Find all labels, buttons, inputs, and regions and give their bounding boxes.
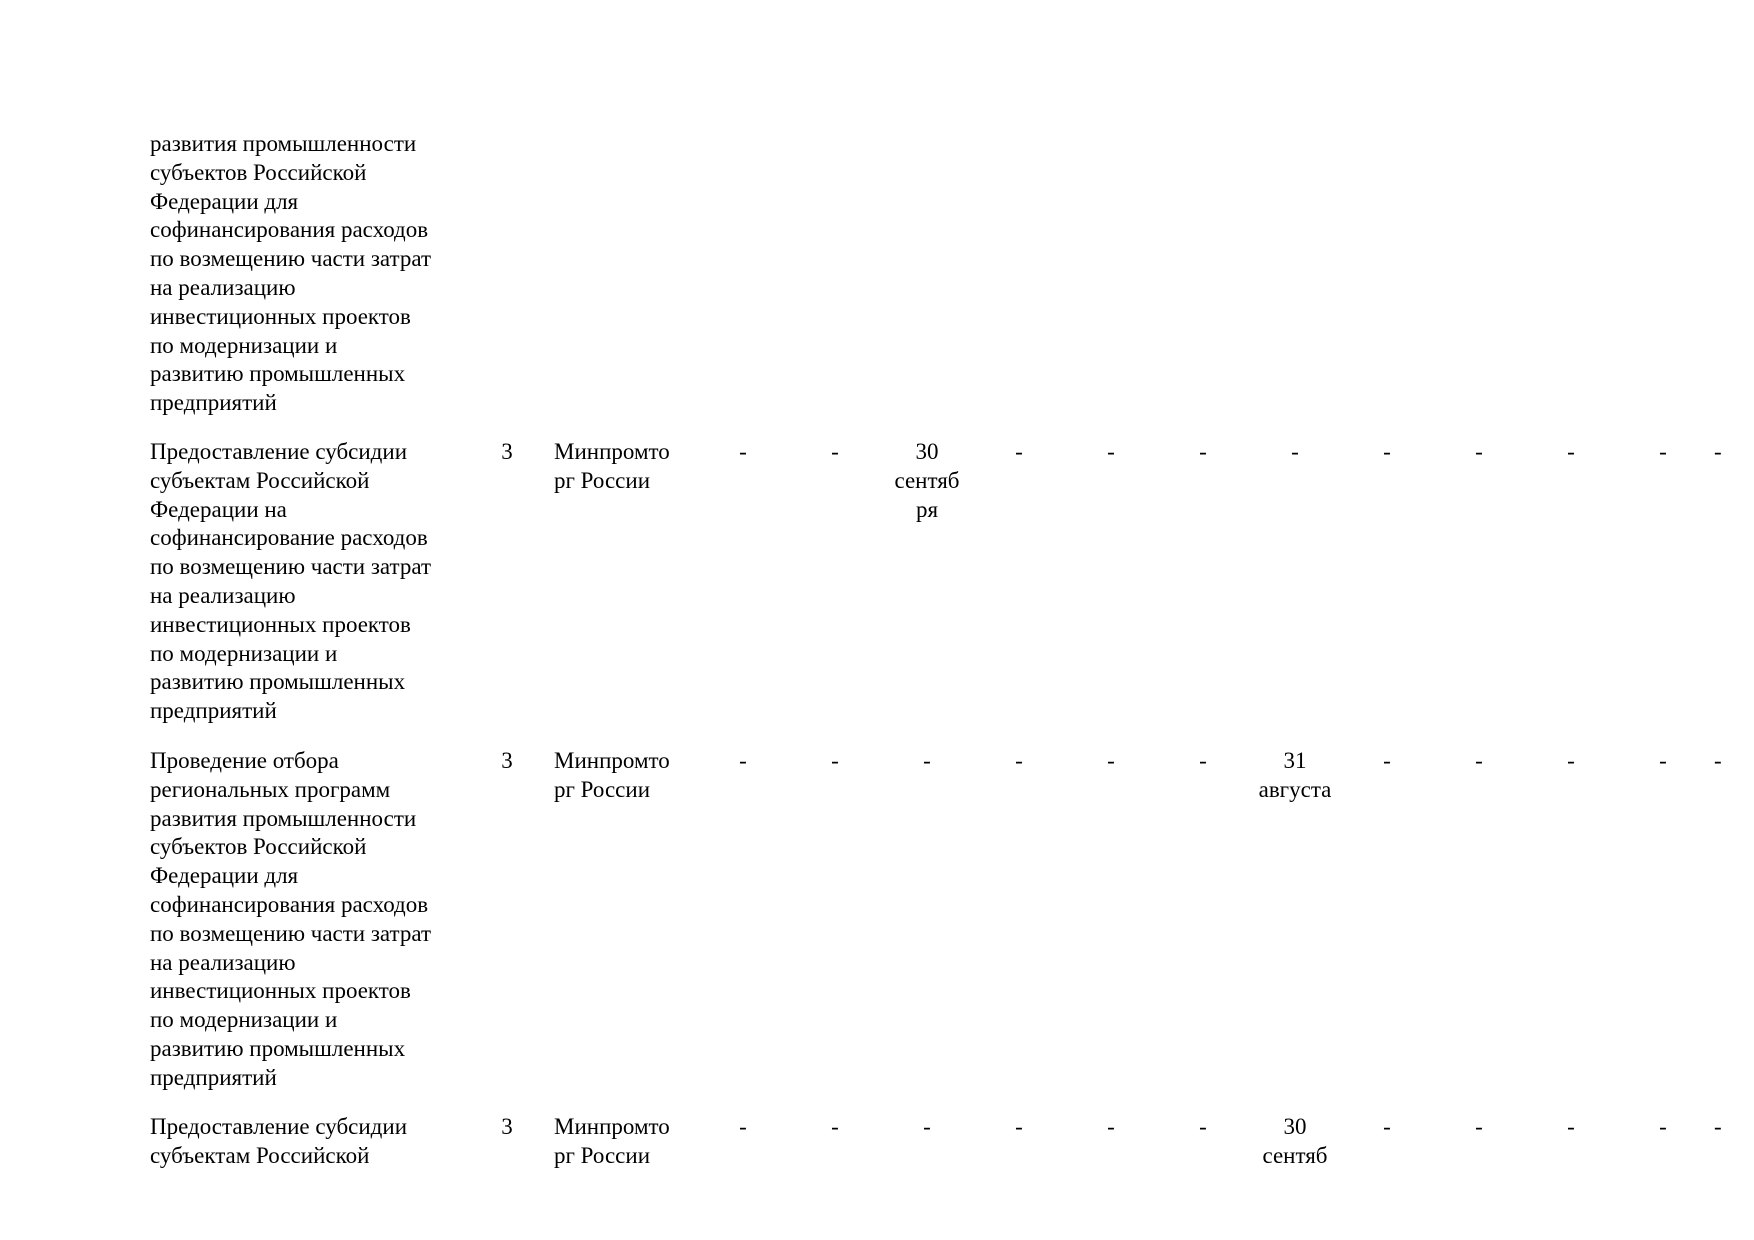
text-line: развитию промышленных	[150, 669, 406, 695]
text-line: софинансирование расходов	[150, 525, 428, 551]
schedule-cell: -	[1107, 748, 1115, 773]
schedule-cell: -	[1015, 439, 1023, 464]
schedule-cell: -	[1714, 439, 1722, 464]
executor-line: рг России	[554, 776, 651, 802]
schedule-cell: -	[1659, 748, 1667, 773]
schedule-cell: -	[1199, 748, 1207, 773]
row-number: 3	[501, 748, 513, 773]
schedule-cell: -	[1567, 1114, 1575, 1139]
date-line: ря	[915, 496, 939, 522]
text-line: развития промышленности	[150, 131, 417, 156]
schedule-cell: -	[831, 439, 839, 464]
text-line: предприятий	[150, 698, 277, 724]
text-line: субъектов Российской	[150, 834, 367, 860]
schedule-cell: -	[1567, 748, 1575, 773]
text-line: Федерации для	[150, 863, 299, 889]
text-line: инвестиционных проектов	[150, 611, 411, 637]
date-line: сентяб	[894, 467, 960, 493]
text-line: на реализацию	[150, 274, 296, 300]
schedule-cell: -	[1107, 1114, 1115, 1139]
text-line: предприятий	[150, 390, 277, 416]
executor-line: Минпромто	[554, 1114, 670, 1139]
activity-description	[150, 438, 470, 726]
schedule-cell: -	[1475, 1114, 1483, 1139]
date-line: 30	[915, 439, 939, 464]
executor-line: Минпромто	[554, 439, 670, 464]
text-line: субъектам Российской	[150, 1142, 370, 1168]
activity-description	[150, 130, 470, 418]
text-line: на реализацию	[150, 949, 296, 975]
schedule-cell	[1254, 747, 1336, 805]
text-line: Федерации на	[150, 496, 287, 522]
text-line: Проведение отбора	[150, 748, 339, 773]
text-line: развитию промышленных	[150, 361, 406, 387]
schedule-cell: -	[1291, 439, 1299, 464]
schedule-cell	[1254, 1113, 1336, 1171]
text-line: предприятий	[150, 1064, 277, 1090]
schedule-cell: -	[739, 1114, 747, 1139]
schedule-cell: -	[1659, 1114, 1667, 1139]
schedule-cell: -	[1383, 1114, 1391, 1139]
schedule-cell: -	[923, 748, 931, 773]
text-line: по модернизации и	[150, 332, 338, 358]
schedule-cell: -	[1714, 748, 1722, 773]
text-line: субъектам Российской	[150, 467, 370, 493]
schedule-cell: -	[1659, 439, 1667, 464]
executor	[554, 747, 704, 805]
text-line: субъектов Российской	[150, 159, 367, 185]
schedule-cell: -	[739, 748, 747, 773]
activity-description	[150, 747, 470, 1093]
text-line: по возмещению части затрат	[150, 246, 432, 272]
schedule-cell: -	[923, 1114, 931, 1139]
schedule-cell: -	[1199, 1114, 1207, 1139]
row-number: 3	[501, 439, 513, 464]
schedule-cell: -	[831, 748, 839, 773]
schedule-cell: -	[739, 439, 747, 464]
schedule-cell: -	[1475, 748, 1483, 773]
text-line: региональных программ	[150, 776, 391, 802]
schedule-cell: -	[1383, 748, 1391, 773]
schedule-cell: -	[1199, 439, 1207, 464]
schedule-cell: -	[1714, 1114, 1722, 1139]
text-line: Предоставление субсидии	[150, 439, 407, 464]
activity-description	[150, 1113, 470, 1171]
schedule-cell: -	[1475, 439, 1483, 464]
text-line: Предоставление субсидии	[150, 1114, 407, 1139]
text-line: Федерации для	[150, 188, 299, 214]
executor-line: рг России	[554, 467, 651, 493]
schedule-cell: -	[1015, 748, 1023, 773]
schedule-cell: -	[1107, 439, 1115, 464]
text-line: софинансирования расходов	[150, 217, 429, 243]
text-line: развития промышленности	[150, 805, 417, 831]
row-number: 3	[501, 1114, 513, 1139]
schedule-cell	[886, 438, 968, 524]
schedule-cell: -	[831, 1114, 839, 1139]
date-line: августа	[1258, 776, 1332, 802]
text-line: инвестиционных проектов	[150, 978, 411, 1004]
executor	[554, 1113, 704, 1171]
text-line: инвестиционных проектов	[150, 303, 411, 329]
text-line: по модернизации и	[150, 1007, 338, 1033]
date-line: 31	[1283, 748, 1307, 773]
schedule-cell: -	[1383, 439, 1391, 464]
schedule-cell: -	[1567, 439, 1575, 464]
date-line: 30	[1283, 1114, 1307, 1139]
date-line: сентяб	[1262, 1142, 1328, 1168]
schedule-cell: -	[1015, 1114, 1023, 1139]
text-line: развитию промышленных	[150, 1035, 406, 1061]
text-line: на реализацию	[150, 582, 296, 608]
executor	[554, 438, 704, 496]
text-line: по модернизации и	[150, 640, 338, 666]
executor-line: рг России	[554, 1142, 651, 1168]
executor-line: Минпромто	[554, 748, 670, 773]
text-line: софинансирования расходов	[150, 891, 429, 917]
text-line: по возмещению части затрат	[150, 554, 432, 580]
text-line: по возмещению части затрат	[150, 920, 432, 946]
